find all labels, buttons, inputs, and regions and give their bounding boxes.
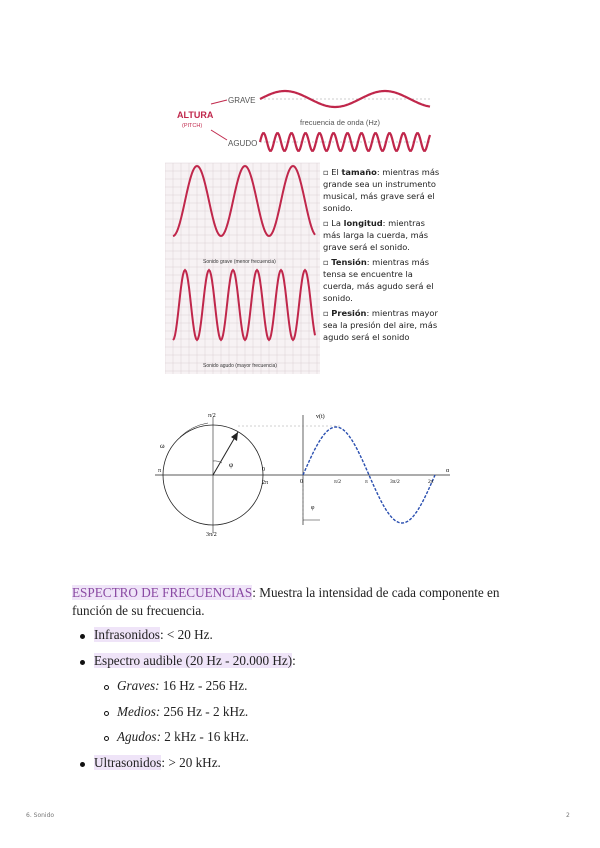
page-number: 2 (566, 812, 570, 819)
spectrum-intro: Muestra la intensidad de cada componente en función de su frecuencia. (72, 585, 500, 618)
spectrum-paragraph: ESPECTRO DE FRECUENCIAS: Muestra la intensidad de cada componente en función de su frecuencia. (72, 585, 500, 618)
sub-bullet (104, 711, 109, 716)
label-phi-bottom: φ (311, 505, 315, 511)
label-pi: π (158, 468, 162, 474)
agudo-label: AGUDO (228, 139, 258, 148)
footer-chapter: 6. Sonido (26, 812, 55, 819)
label-vt: v(t) (316, 414, 325, 420)
caption-grave: Sonido grave (menor frecuencia) (203, 259, 276, 265)
altura-label: ALTURA (177, 110, 214, 120)
caption-agudo: Sonido agudo (mayor frecuencia) (203, 363, 277, 369)
bullet-dot (80, 660, 85, 665)
pitch-notes (323, 166, 445, 343)
label-zero: 0 (262, 467, 265, 473)
sub-bullet (104, 736, 109, 741)
note-tension: ▫ Tensión: mientras más tensa se encuentre la cuerda, más agudo será el sonido. (323, 257, 434, 303)
axis-2pi: 2π (428, 479, 434, 485)
frecuencia-label: frecuencia de onda (Hz) (300, 118, 381, 127)
axis-pi: π (365, 479, 368, 485)
label-two-pi: 2π (262, 480, 269, 486)
note-presion: ▫ Presión: mientras mayor sea la presión del aire, más agudo será el sonido (323, 308, 438, 342)
phasor-figure (150, 405, 455, 540)
axis-zero: 0 (300, 479, 303, 485)
axis-t: α (446, 468, 450, 474)
pitch-label: (PITCH) (182, 123, 203, 129)
note-tamano: ▫ El tamaño: mientras más grande sea un instrumento musical, más grave será el sonido. (323, 167, 440, 213)
spectrum-heading: ESPECTRO DE FRECUENCIAS (72, 585, 253, 600)
grave-label: GRAVE (228, 96, 256, 105)
note-longitud: ▫ La longitud: mientras más larga la cuerda, más grave será el sonido. (323, 218, 429, 252)
list-item-audible: Espectro audible (20 Hz - 20.000 Hz): (94, 653, 296, 668)
sub-item-agudos: Agudos: 2 kHz - 16 kHz. (117, 729, 249, 744)
label-phi: φ (229, 461, 234, 469)
sub-item-graves: Graves: 16 Hz - 256 Hz. (117, 678, 248, 693)
bullet-dot (80, 762, 85, 767)
pitch-figure (165, 78, 445, 374)
label-bottom: 3π/2 (206, 532, 217, 538)
label-top: π/2 (208, 413, 216, 419)
list-item-ultrasonidos: Ultrasonidos: > 20 kHz. (94, 755, 221, 770)
bullet-dot (80, 634, 85, 639)
phasor-figure-svg (150, 405, 455, 540)
sub-item-medios: Medios: 256 Hz - 2 kHz. (117, 704, 249, 719)
axis-pi2: π/2 (334, 479, 342, 485)
sub-bullet (104, 685, 109, 690)
list-item-infrasonidos: Infrasonidos: < 20 Hz. (94, 627, 213, 642)
label-omega: ω (160, 442, 165, 450)
axis-3pi2: 3π/2 (390, 479, 400, 485)
